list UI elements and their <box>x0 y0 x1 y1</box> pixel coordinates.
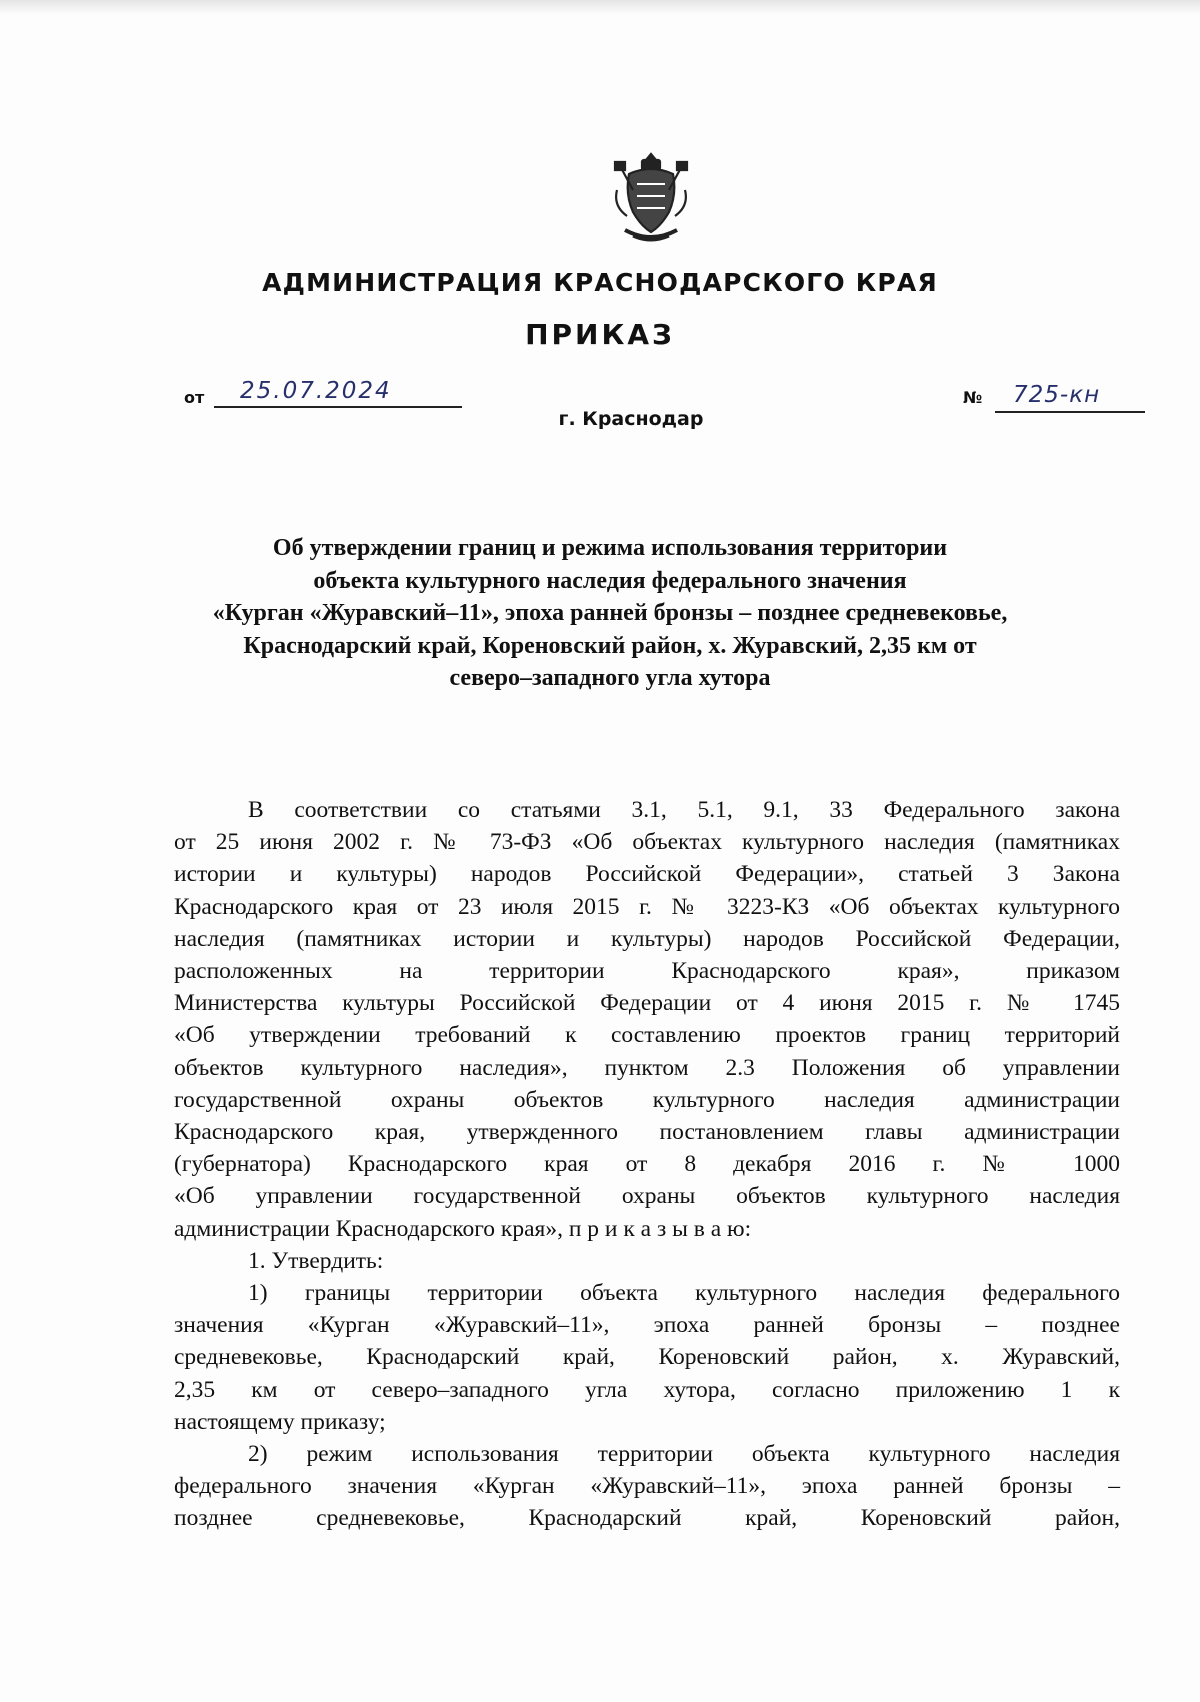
body-line: «Об управлении государственной охраны объектов культурного наследия <box>174 1183 1120 1210</box>
body-line: наследия (памятниках истории и культуры) народов Российской Федерации, <box>174 925 1120 952</box>
subject-line: объекта культурного наследия федерального значения <box>313 567 907 594</box>
sub-item-2-line: 2) режим использования территории объекта культурного наследия <box>248 1441 1120 1468</box>
subject-line: северо–западного угла хутора <box>449 665 771 691</box>
body-line: расположенных на территории Краснодарского края», приказом <box>174 958 1120 985</box>
order-body <box>174 794 1120 1535</box>
body-line: администрации Краснодарского края», п р и к а з ы в а ю: <box>174 1215 752 1242</box>
sub-item-1-line: значения «Курган «Журавский–11», эпоха ранней бронзы – позднее <box>174 1312 1120 1339</box>
date-value: 25.07.2024 <box>240 378 392 404</box>
organization-title: АДМИНИСТРАЦИЯ КРАСНОДАРСКОГО КРАЯ <box>262 268 938 297</box>
body-line: «Об утверждении требований к составлению проектов границ территорий <box>174 1022 1120 1049</box>
scan-edge-shadow <box>0 0 1200 14</box>
body-line: объектов культурного наследия», пунктом 2.3 Положения об управлении <box>174 1054 1120 1081</box>
subject-line: «Курган «Журавский–11», эпоха ранней бронзы – позднее средневековье, <box>212 600 1008 626</box>
body-line: В соответствии со статьями 3.1, 5.1, 9.1, 33 Федерального закона <box>248 797 1120 823</box>
city: г. Краснодар <box>558 408 704 430</box>
body-line: Краснодарского края, утвержденного постановлением главы администрации <box>174 1119 1120 1146</box>
body-line: от 25 июня 2002 г. № 73-ФЗ «Об объектах культурного наследия (памятниках <box>174 829 1120 856</box>
sub-item-1-line: средневековье, Краснодарский край, Кореновский район, х. Журавский, <box>174 1344 1120 1371</box>
sub-item-2-line: позднее средневековье, Краснодарский край, Кореновский район, <box>174 1505 1120 1532</box>
sub-item-1-line: настоящему приказу; <box>174 1408 386 1435</box>
body-line: (губернатора) Краснодарского края от 8 декабря 2016 г. № 1000 <box>174 1151 1120 1178</box>
order-subject <box>150 532 1070 695</box>
subject-line: Краснодарский край, Кореновский район, х. Журавский, 2,35 км от <box>243 632 977 659</box>
number-label: № <box>963 388 983 407</box>
date-label: от <box>184 388 205 407</box>
body-line: государственной охраны объектов культурного наследия администрации <box>174 1086 1120 1113</box>
order-number: 725-кн <box>1013 382 1101 408</box>
coat-of-arms-emblem <box>611 150 691 246</box>
item-1: 1. Утвердить: <box>248 1247 384 1274</box>
sub-item-1-line: 2,35 км от северо–западного угла хутора, согласно приложению 1 к <box>174 1376 1120 1403</box>
body-line: истории и культуры) народов Российской Федерации», статьей 3 Закона <box>174 861 1120 888</box>
body-line: Краснодарского края от 23 июля 2015 г. № 3223-КЗ «Об объектах культурного <box>174 893 1120 920</box>
sub-item-2-line: федерального значения «Курган «Журавский–11», эпоха ранней бронзы – <box>174 1473 1120 1500</box>
body-line: Министерства культуры Российской Федерации от 4 июня 2015 г. № 1745 <box>174 990 1120 1017</box>
subject-line: Об утверждении границ и режима использования территории <box>272 535 948 561</box>
sub-item-1-line: 1) границы территории объекта культурного наследия федерального <box>248 1280 1120 1307</box>
document-type: ПРИКАЗ <box>525 318 675 351</box>
